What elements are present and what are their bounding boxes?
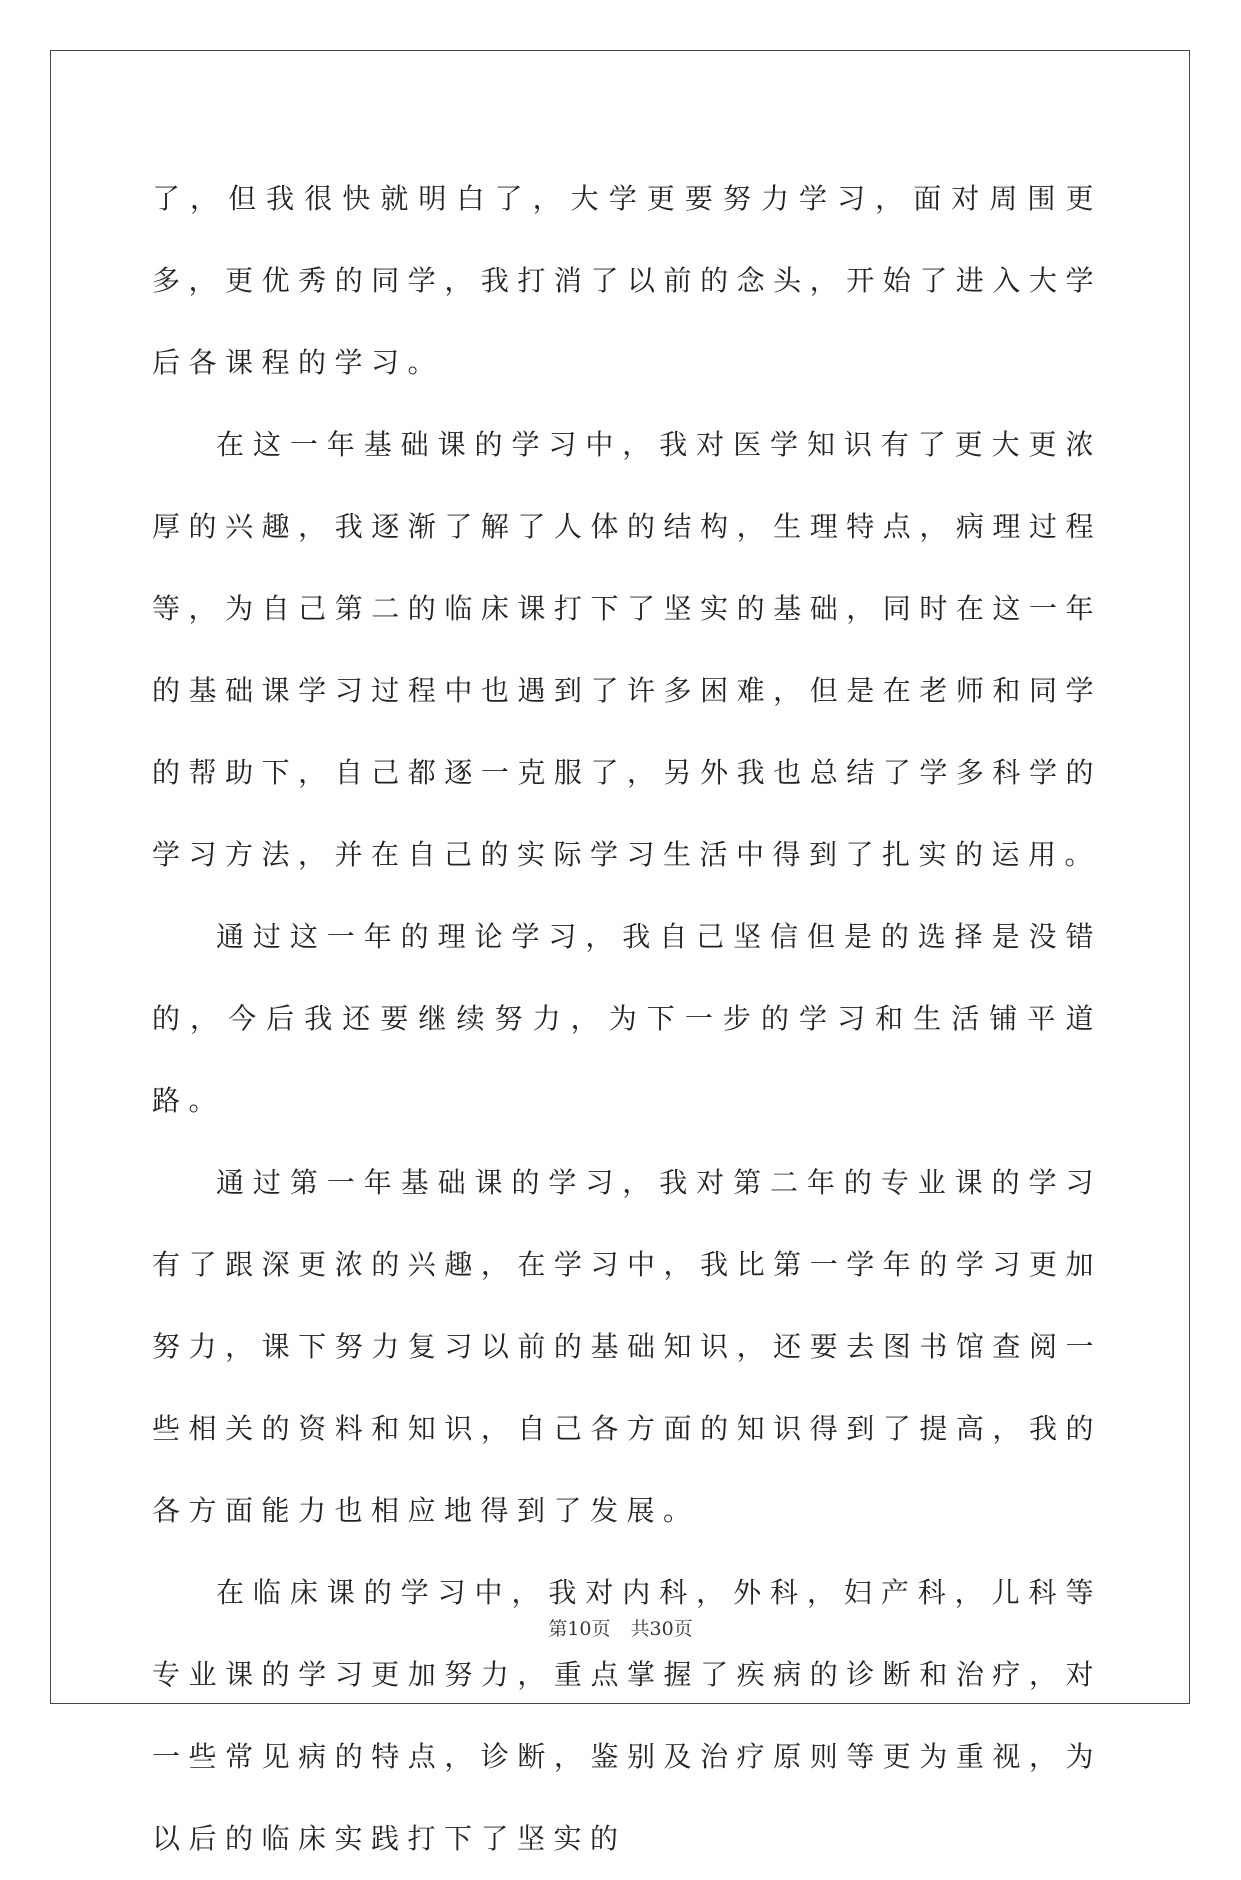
total-pages: 共30页 bbox=[630, 1618, 693, 1640]
page-number: 第10页 bbox=[548, 1618, 611, 1640]
paragraph-5: 在临床课的学习中，我对内科，外科，妇产科，儿科等专业课的学习更加努力，重点掌握了疾病的诊断和治疗，对一些常见病的特点，诊断，鉴别及治疗原则等更为重视，为以后的临床实践打下了坚实的 bbox=[152, 1576, 1102, 1855]
paragraph-2: 在这一年基础课的学习中，我对医学知识有了更大更浓厚的兴趣，我逐渐了解了人体的结构，生理特点，病理过程等，为自己第二的临床课打下了坚实的基础，同时在这一年的基础课学习过程中也遇到了许多困难，但是在老师和同学的帮助下，自己都逐一克服了，另外我也总结了学多科学的学习方法，并在自己的实际学习生活中得到了扎实的运用。 bbox=[152, 428, 1102, 871]
paragraph-1: 了，但我很快就明白了，大学更要努力学习，面对周围更多，更优秀的同学，我打消了以前的念头，开始了进入大学后各课程的学习。 bbox=[152, 182, 1102, 379]
paragraph-4: 通过第一年基础课的学习，我对第二年的专业课的学习有了跟深更浓的兴趣，在学习中，我比第一学年的学习更加努力，课下努力复习以前的基础知识，还要去图书馆查阅一些相关的资料和知识，自己各方面的知识得到了提高，我的各方面能力也相应地得到了发展。 bbox=[152, 1166, 1102, 1527]
page-footer bbox=[0, 1614, 1241, 1641]
paragraph-3: 通过这一年的理论学习，我自己坚信但是的选择是没错的，今后我还要继续努力，为下一步的学习和生活铺平道路。 bbox=[152, 920, 1102, 1117]
